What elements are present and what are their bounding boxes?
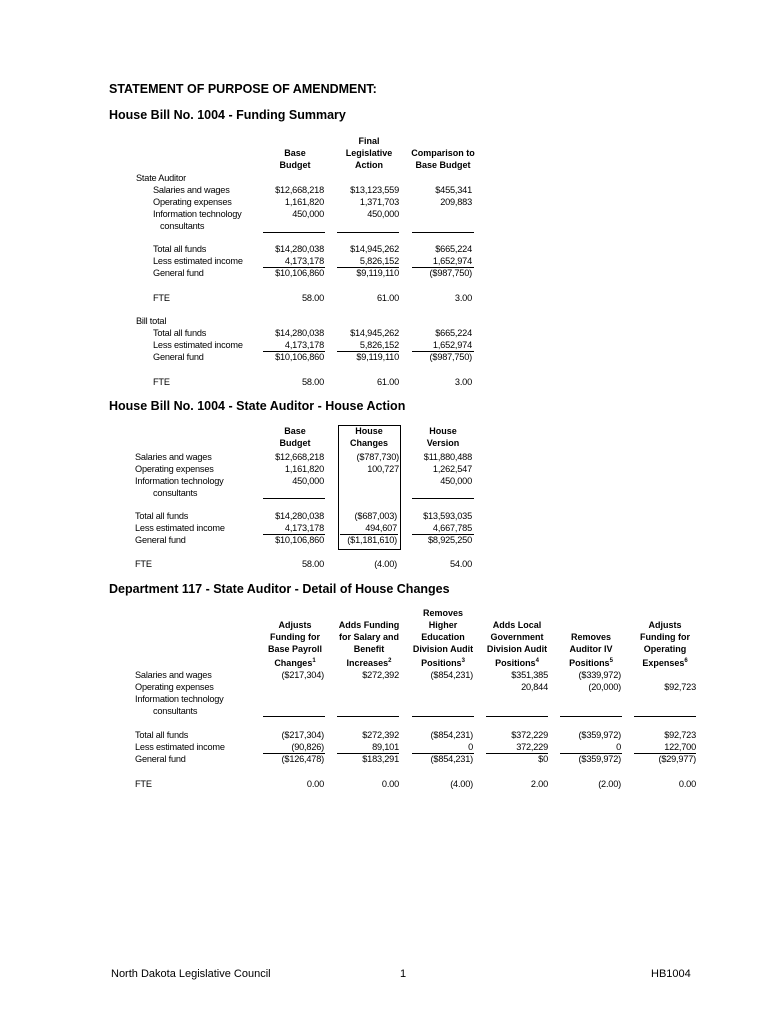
rule-line [263,716,325,717]
rule-line [560,716,622,717]
column-header-line: Adjusts [648,620,682,630]
amount-cell: 5,826,152 [359,340,399,350]
amount-cell: 450,000 [440,476,472,486]
amount-cell: (20,000) [588,682,621,692]
amount-cell: 58.00 [302,293,324,303]
amount-cell: 20,844 [521,682,548,692]
footnote-marker: 1 [312,658,316,664]
column-header-line: Budget [279,438,311,448]
amount-cell: ($687,003) [354,511,397,521]
amount-cell: $455,341 [435,185,472,195]
column-header-line: Removes [422,608,464,618]
column-header-line: Division Audit [412,644,474,654]
rule-line [412,267,474,268]
amount-cell: ($1,181,610) [347,535,397,545]
footnote-marker: 5 [609,658,613,664]
amount-cell: 494,607 [365,523,397,533]
rule-line [337,232,399,233]
amount-cell: $665,224 [435,244,472,254]
column-header-line: Base Budget [415,160,471,170]
amount-cell: $9,119,110 [356,268,399,278]
column-header [549,631,633,669]
row-label: General fund [153,352,204,362]
row-label: Information technology [153,209,242,219]
amount-cell: 450,000 [292,476,324,486]
column-header-line: Expenses$^6$ [642,658,688,668]
amount-cell: 0.00 [306,779,324,789]
row-label: consultants [153,706,198,716]
column-header-line: Positions$^3$ [421,658,465,668]
footnote-marker: 3 [461,658,465,664]
column-header-line: Removes [570,632,612,642]
amount-cell: 3.00 [454,293,472,303]
amount-cell: $272,392 [362,670,399,680]
amount-cell: $665,224 [435,328,472,338]
amount-cell: (4.00) [374,559,397,569]
amount-cell: $10,106,860 [275,352,324,362]
amount-cell: 2.00 [530,779,548,789]
amount-cell: $14,945,262 [350,328,399,338]
page-title: STATEMENT OF PURPOSE OF AMENDMENT: [109,82,377,96]
amount-cell: 1,262,547 [432,464,472,474]
rule-line [263,753,325,754]
column-header-line: Legislative [345,148,393,158]
amount-cell: 122,700 [664,742,696,752]
amount-cell: 1,161,820 [284,464,324,474]
amount-cell: ($854,231) [430,670,473,680]
amount-cell: $372,229 [511,730,548,740]
column-header-line: Auditor IV [569,644,613,654]
row-label: State Auditor [136,173,187,183]
column-header [327,619,411,669]
amount-cell: ($339,972) [578,670,621,680]
row-label: Salaries and wages [153,185,230,195]
amount-cell: 54.00 [450,559,472,569]
amount-cell: ($126,478) [281,754,324,764]
rule-line [337,716,399,717]
column-header-line: Base [284,148,306,158]
amount-cell: ($29,977) [658,754,696,764]
rule-line [412,498,474,499]
amount-cell: $13,593,035 [423,511,472,521]
column-header [398,425,488,449]
amount-cell: ($987,750) [429,268,472,278]
rule-line [337,753,399,754]
amount-cell: 100,727 [367,464,399,474]
rule-line [634,716,696,717]
amount-cell: 4,173,178 [284,523,324,533]
row-label: Total all funds [135,511,189,521]
column-header [398,147,488,171]
row-label: General fund [135,754,186,764]
amount-cell: ($787,730) [356,452,399,462]
rule-line [337,351,399,352]
amount-cell: 1,652,974 [432,340,472,350]
amount-cell: $92,723 [664,730,696,740]
amount-cell: $8,925,250 [428,535,472,545]
amount-cell: $0 [538,754,548,764]
rule-line [486,753,548,754]
row-label: General fund [153,268,204,278]
column-header-line: Version [426,438,460,448]
amount-cell: ($359,972) [578,754,621,764]
row-label: consultants [153,488,198,498]
amount-cell: $10,106,860 [275,535,324,545]
column-header-line: Division Audit [486,644,548,654]
row-label: Total all funds [153,244,207,254]
amount-cell: $11,880,488 [423,452,472,462]
amount-cell: 4,667,785 [432,523,472,533]
column-header-line: Base [284,426,306,436]
rule-line [634,753,696,754]
column-header-line: Increases$^2$ [346,658,392,668]
amount-cell: $351,385 [511,670,548,680]
rule-line [412,232,474,233]
column-header-line: Positions$^5$ [569,658,613,668]
column-header-line: Positions$^4$ [495,658,539,668]
rule-line [263,534,325,535]
rule-line [560,753,622,754]
column-header [475,619,559,669]
section-heading: House Bill No. 1004 - State Auditor - House Action [109,399,406,413]
row-label: Less estimated income [135,742,225,752]
row-label: Salaries and wages [135,452,212,462]
amount-cell: 0.00 [381,779,399,789]
row-label: FTE [153,293,170,303]
row-label: Operating expenses [135,464,214,474]
page-number: 1 [400,968,407,980]
row-label: Less estimated income [135,523,225,533]
row-label: Total all funds [153,328,207,338]
amount-cell: $14,280,038 [275,328,324,338]
column-header-line: Action [355,160,383,170]
amount-cell: $92,723 [664,682,696,692]
amount-cell: ($359,972) [578,730,621,740]
footer-right: HB1004 [651,968,691,980]
amount-cell: ($987,750) [429,352,472,362]
amount-cell: (90,826) [291,742,324,752]
column-header-line: Operating [643,644,687,654]
rule-line [340,534,398,535]
column-header-line: Base Payroll [267,644,323,654]
amount-cell: $12,668,218 [275,185,324,195]
section-heading: House Bill No. 1004 - Funding Summary [109,108,346,122]
rule-line [412,534,474,535]
row-label: FTE [153,377,170,387]
rule-line [263,351,325,352]
column-header-line: Adds Funding [338,620,400,630]
amount-cell: 450,000 [367,209,399,219]
amount-cell: ($217,304) [281,730,324,740]
column-header-line: Funding for [270,632,320,642]
column-header-line: Final [358,136,380,146]
footer-left: North Dakota Legislative Council [111,968,271,980]
row-label: Operating expenses [135,682,214,692]
column-header-line: Education [421,632,465,642]
column-header-line: Changes [349,438,388,448]
amount-cell: 209,883 [440,197,472,207]
amount-cell: 4,173,178 [284,340,324,350]
amount-cell: $10,106,860 [275,268,324,278]
section-heading: Department 117 - State Auditor - Detail of House Changes [109,582,450,596]
footnote-marker: 2 [388,658,392,664]
column-header-line: House [355,426,383,436]
column-header-line: Changes$^1$ [274,658,316,668]
column-header-line: House [429,426,457,436]
footnote-marker: 6 [684,658,688,664]
amount-cell: 0.00 [678,779,696,789]
column-header-line: Budget [279,160,311,170]
amount-cell: 3.00 [454,377,472,387]
amount-cell: 4,173,178 [284,256,324,266]
column-header-line: Benefit [353,644,385,654]
amount-cell: 5,826,152 [359,256,399,266]
amount-cell: 58.00 [302,559,324,569]
row-label: consultants [160,221,205,231]
column-header-line: Higher [428,620,458,630]
amount-cell: 0 [468,742,473,752]
column-header [623,619,707,669]
amount-cell: $12,668,218 [275,452,324,462]
amount-cell: ($217,304) [281,670,324,680]
row-label: FTE [135,559,152,569]
row-label: General fund [135,535,186,545]
footnote-marker: 4 [535,658,539,664]
amount-cell: 89,101 [372,742,399,752]
column-header [401,607,485,669]
column-header-line: Adjusts [278,620,312,630]
row-label: Information technology [135,476,224,486]
row-label: Operating expenses [153,197,232,207]
amount-cell: ($854,231) [430,754,473,764]
amount-cell: (2.00) [598,779,621,789]
column-header-line: Comparison to [411,148,475,158]
amount-cell: ($854,231) [430,730,473,740]
rule-line [486,716,548,717]
amount-cell: (4.00) [450,779,473,789]
amount-cell: 1,652,974 [432,256,472,266]
column-header-line: Funding for [640,632,690,642]
column-header-line: Adds Local [492,620,542,630]
rule-line [412,753,474,754]
row-label: Less estimated income [153,340,243,350]
rule-line [412,351,474,352]
amount-cell: 61.00 [377,377,399,387]
amount-cell: $14,945,262 [350,244,399,254]
amount-cell: $14,280,038 [275,511,324,521]
rule-line [263,498,325,499]
amount-cell: 0 [616,742,621,752]
row-label: Less estimated income [153,256,243,266]
amount-cell: $183,291 [362,754,399,764]
column-header-line: for Salary and [338,632,400,642]
amount-cell: $13,123,559 [350,185,399,195]
amount-cell: 450,000 [292,209,324,219]
rule-line [263,232,325,233]
amount-cell: $272,392 [362,730,399,740]
amount-cell: $14,280,038 [275,244,324,254]
row-label: Bill total [136,316,167,326]
rule-line [337,267,399,268]
rule-line [412,716,474,717]
amount-cell: 58.00 [302,377,324,387]
amount-cell: 1,371,703 [359,197,399,207]
rule-line [263,267,325,268]
row-label: Information technology [135,694,224,704]
amount-cell: $9,119,110 [356,352,399,362]
column-header [253,619,337,669]
row-label: Salaries and wages [135,670,212,680]
amount-cell: 61.00 [377,293,399,303]
amount-cell: 1,161,820 [284,197,324,207]
column-header-line: Government [490,632,544,642]
row-label: FTE [135,779,152,789]
row-label: Total all funds [135,730,189,740]
amount-cell: 372,229 [516,742,548,752]
